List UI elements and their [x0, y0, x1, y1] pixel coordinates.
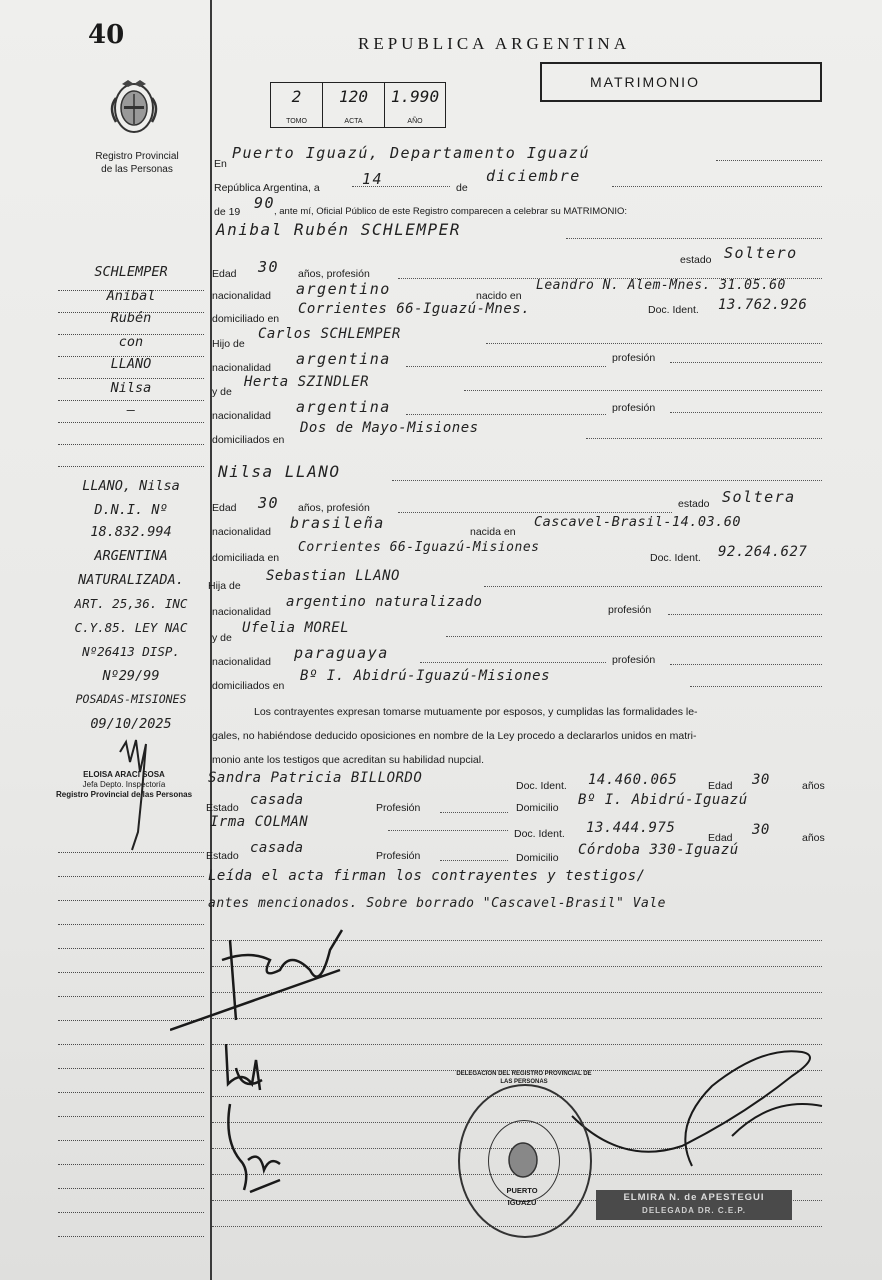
- registry-name: [72, 150, 202, 176]
- witness1-name: Sandra Patricia BILLORDO: [208, 770, 423, 786]
- margin-groom-surname: SCHLEMPER: [94, 264, 168, 280]
- bride-parents-dom-value: Bº I. Abidrú-Iguazú-Misiones: [300, 668, 551, 684]
- bride-y-de-label: y de: [212, 632, 232, 644]
- groom-mother-prof-label: profesión: [612, 402, 656, 414]
- groom-edad-value: 30: [258, 258, 280, 276]
- margin-note-name: LLANO, Nilsa: [82, 478, 180, 494]
- margin-rule: [58, 444, 204, 445]
- margin-note-date: 09/10/2025: [90, 716, 172, 732]
- groom-nac-value: argentino: [296, 280, 391, 298]
- groom-nacido-label: nacido en: [476, 290, 522, 302]
- bride-mother-value: Ufelia MOREL: [242, 620, 350, 636]
- witness1-prof-label: Profesión: [376, 802, 421, 814]
- bride-profesion-line: [398, 512, 672, 513]
- groom-estado-value: Soltero: [724, 244, 798, 262]
- groom-mother-nac-line: [406, 414, 606, 415]
- country-heading: REPUBLICA ARGENTINA: [358, 34, 630, 53]
- groom-mother-value: Herta SZINDLER: [244, 374, 370, 390]
- groom-signature-icon: [170, 910, 370, 1045]
- margin-rule: [58, 1140, 204, 1141]
- bride-parents-dom-line: [690, 686, 822, 687]
- declaration-line-2: gales, no habiéndose deducido oposiciones en nombre de la Ley procedo a declararlos unidos en matri-: [212, 730, 697, 742]
- bride-nac-label: nacionalidad: [212, 526, 271, 538]
- margin-rule: [58, 466, 204, 467]
- margin-bride-first: Nilsa: [110, 380, 152, 396]
- witness1-dom-label: Domicilio: [516, 802, 559, 814]
- margin-rule: [58, 1188, 204, 1189]
- groom-father-line: [486, 343, 822, 344]
- witness1-estado-value: casada: [250, 792, 304, 808]
- year-cell: [385, 83, 445, 127]
- bride-nacida-label: nacida en: [470, 526, 516, 538]
- margin-note-place: POSADAS-MISIONES: [75, 692, 187, 706]
- bride-doc-label: Doc. Ident.: [650, 552, 701, 564]
- margin-note-naturalized: NATURALIZADA.: [78, 572, 184, 588]
- registry-line-1: Registro Provincial: [95, 151, 179, 162]
- bride-estado-label: estado: [678, 498, 710, 510]
- groom-estado-label: estado: [680, 254, 712, 266]
- tomo-label: TOMO: [286, 118, 307, 125]
- groom-father-value: Carlos SCHLEMPER: [258, 326, 401, 342]
- margin-rule: [58, 900, 204, 901]
- groom-father-nac-line: [406, 366, 606, 367]
- bride-signature-icon: [212, 1040, 282, 1105]
- bride-name: Nilsa LLANO: [218, 462, 341, 481]
- margin-note-disp-num: Nº29/99: [102, 668, 160, 684]
- bride-edad-value: 30: [258, 494, 280, 512]
- groom-mother-line: [464, 390, 822, 391]
- declaration-line-1: Los contrayentes expresan tomarse mutuamente por esposos, y cumplidas las formalidades le-: [254, 706, 698, 718]
- groom-father-prof-line: [670, 362, 822, 363]
- acta-label: ACTA: [344, 118, 363, 125]
- margin-note-dni-label: D.N.I. Nº: [94, 502, 168, 518]
- margin-note-law: C.Y.85. LEY NAC: [74, 620, 188, 635]
- witness2-estado-label: Estado: [206, 850, 239, 862]
- margin-con: con: [118, 334, 144, 350]
- groom-nacido-value: Leandro N. Alem-Mnes. 31.05.60: [536, 278, 786, 293]
- bride-estado-value: Soltera: [722, 488, 796, 506]
- bride-name-line: [392, 480, 822, 481]
- bride-father-nac-label: nacionalidad: [212, 606, 271, 618]
- groom-mother-prof-line: [670, 412, 822, 413]
- margin-rule: [58, 876, 204, 877]
- groom-parents-dom-label: domiciliados en: [212, 434, 285, 446]
- groom-doc-value: 13.762.926: [718, 297, 808, 313]
- bride-father-prof-line: [668, 614, 822, 615]
- official-stamp-title: Jefa Depto. Inspectoría: [82, 780, 166, 789]
- bride-father-line: [484, 586, 822, 587]
- registry-seal-ring-text: DELEGACION DEL REGISTRO PROVINCIAL DE LAS PERSONAS: [456, 1071, 592, 1085]
- groom-doc-label: Doc. Ident.: [648, 304, 699, 316]
- margin-rule: [58, 1164, 204, 1165]
- seal-center-2: IGUAZU: [507, 1198, 537, 1207]
- day-value: 14: [362, 170, 384, 188]
- bride-father-value: Sebastian LLANO: [266, 568, 400, 584]
- acta-number-box: [270, 82, 446, 128]
- groom-dom-value: Corrientes 66-Iguazú-Mnes.: [298, 301, 531, 317]
- groom-dom-label: domiciliado en: [212, 313, 280, 325]
- margin-note-article: ART. 25,36. INC: [74, 596, 188, 611]
- year-label: AÑO: [407, 118, 423, 125]
- groom-hijo-label: Hijo de: [212, 338, 245, 350]
- groom-father-nac-value: argentina: [296, 350, 391, 368]
- place-line: [716, 160, 822, 161]
- groom-father-nac-label: nacionalidad: [212, 362, 271, 374]
- margin-groom-middle: Rubén: [110, 310, 152, 326]
- bride-dom-label: domiciliada en: [212, 552, 280, 564]
- declaration-line-3: monio ante los testigos que acreditan su habilidad nupcial.: [212, 754, 485, 766]
- witness1-estado-label: Estado: [206, 802, 239, 814]
- acta-cell: [323, 83, 385, 127]
- groom-nac-label: nacionalidad: [212, 290, 271, 302]
- margin-rule: [58, 400, 204, 401]
- witness2-doc-label: Doc. Ident.: [514, 828, 565, 840]
- witness1-edad-label: Edad: [708, 780, 733, 792]
- witness1-dom-value: Bº I. Abidrú-Iguazú: [578, 792, 748, 808]
- tomo-cell: [271, 83, 323, 127]
- groom-mother-nac-label: nacionalidad: [212, 410, 271, 422]
- label-en: En: [214, 158, 227, 170]
- witness1-doc-label: Doc. Ident.: [516, 780, 567, 792]
- bride-father-nac-value: argentino naturalizado: [286, 594, 483, 610]
- witness1-edad-value: 30: [752, 772, 770, 788]
- month-line: [612, 186, 822, 187]
- seal-coat-icon: [504, 1140, 542, 1185]
- witness2-estado-value: casada: [250, 840, 304, 856]
- bride-hija-label: Hija de: [208, 580, 241, 592]
- tomo-value: 2: [291, 87, 302, 106]
- witness1-doc-value: 14.460.065: [588, 772, 678, 788]
- bride-nacida-value: Cascavel-Brasil-14.03.60: [534, 514, 742, 530]
- witness2-name: Irma COLMAN: [210, 814, 309, 830]
- groom-parents-dom-line: [586, 438, 822, 439]
- groom-y-de-label: y de: [212, 386, 232, 398]
- official-stamp-name: ELOISA ARACI SOSA: [83, 770, 165, 779]
- margin-rule: [58, 1116, 204, 1117]
- margin-note-nationality: ARGENTINA: [94, 548, 168, 564]
- margin-rule: [58, 422, 204, 423]
- groom-name-line: [566, 238, 822, 239]
- margin-rule: [58, 378, 204, 379]
- bride-father-prof-label: profesión: [608, 604, 652, 616]
- bride-parents-dom-label: domiciliados en: [212, 680, 285, 692]
- seal-center-1: PUERTO: [506, 1186, 538, 1195]
- page-number: 40: [88, 20, 125, 50]
- margin-note-disp: Nº26413 DISP.: [82, 644, 180, 659]
- bride-mother-line: [446, 636, 822, 637]
- witness1-prof-line: [440, 812, 508, 813]
- groom-father-prof-label: profesión: [612, 352, 656, 364]
- groom-mother-nac-value: argentina: [296, 398, 391, 416]
- doc-type-label: MATRIMONIO: [590, 74, 700, 90]
- officer-signature-icon: [562, 1046, 832, 1201]
- label-comparecen: , ante mí, Oficial Público de este Registro comparecen a celebrar su MATRIMONIO:: [274, 206, 628, 217]
- acta-value: 120: [339, 87, 368, 106]
- bride-doc-value: 92.264.627: [718, 544, 808, 560]
- margin-bride-surname: LLANO: [110, 356, 152, 372]
- coat-of-arms-icon: [106, 78, 162, 141]
- groom-edad-label: Edad: [212, 268, 237, 280]
- bride-edad-label: Edad: [212, 502, 237, 514]
- bride-dom-value: Corrientes 66-Iguazú-Misiones: [298, 540, 540, 555]
- groom-parents-dom-value: Dos de Mayo-Misiones: [300, 420, 479, 436]
- witness1-signature-icon: [220, 1100, 300, 1205]
- bride-mother-nac-label: nacionalidad: [212, 656, 271, 668]
- month-value: diciembre: [486, 167, 581, 185]
- label-de: de: [456, 182, 468, 194]
- official-stamp-org: Registro Provincial de las Personas: [55, 790, 193, 799]
- witness2-doc-value: 13.444.975: [586, 820, 676, 836]
- margin-dash: —: [126, 402, 136, 418]
- witness2-dom-value: Córdoba 330-Iguazú: [578, 842, 739, 858]
- witness2-dom-label: Domicilio: [516, 852, 559, 864]
- witness2-prof-line: [440, 860, 508, 861]
- bride-mother-nac-value: paraguaya: [294, 644, 389, 662]
- year-value: 1.990: [390, 87, 440, 106]
- closing-line-2: antes mencionados. Sobre borrado "Cascavel-Brasil" Vale: [208, 896, 666, 911]
- witness2-anios-label: años: [802, 832, 825, 844]
- label-de-19: de 19: [214, 206, 241, 218]
- witness2-prof-label: Profesión: [376, 850, 421, 862]
- groom-name: Anibal Rubén SCHLEMPER: [216, 220, 461, 239]
- day-line: [352, 186, 450, 187]
- witness2-edad-value: 30: [752, 822, 770, 838]
- margin-groom-first: Anibal: [106, 288, 156, 304]
- bride-mother-prof-label: profesión: [612, 654, 656, 666]
- officer-stamp-line-2: DELEGADA DR. C.E.P.: [642, 1206, 746, 1215]
- official-stamp: [44, 770, 204, 800]
- bride-nac-value: brasileña: [290, 514, 385, 532]
- margin-rule: [58, 1092, 204, 1093]
- bride-profesion-label: años, profesión: [298, 502, 370, 514]
- witness1-anios-label: años: [802, 780, 825, 792]
- groom-profesion-label: años, profesión: [298, 268, 370, 280]
- officer-stamp-line-1: ELMIRA N. de APESTEGUI: [623, 1192, 765, 1203]
- witness2-name-line: [388, 830, 508, 831]
- margin-rule: [58, 1212, 204, 1213]
- label-republica: República Argentina, a: [214, 182, 320, 194]
- margin-rule: [58, 1068, 204, 1069]
- margin-note-dni: 18.832.994: [90, 524, 172, 540]
- year-short-value: 90: [254, 194, 276, 212]
- place-value: Puerto Iguazú, Departamento Iguazú: [232, 144, 591, 162]
- registry-line-2: de las Personas: [101, 164, 173, 175]
- bride-mother-nac-line: [420, 662, 606, 663]
- margin-rule: [58, 1236, 204, 1237]
- closing-line-1: Leída el acta firman los contrayentes y testigos/: [208, 868, 646, 884]
- witness2-edad-label: Edad: [708, 832, 733, 844]
- bride-mother-prof-line: [670, 664, 822, 665]
